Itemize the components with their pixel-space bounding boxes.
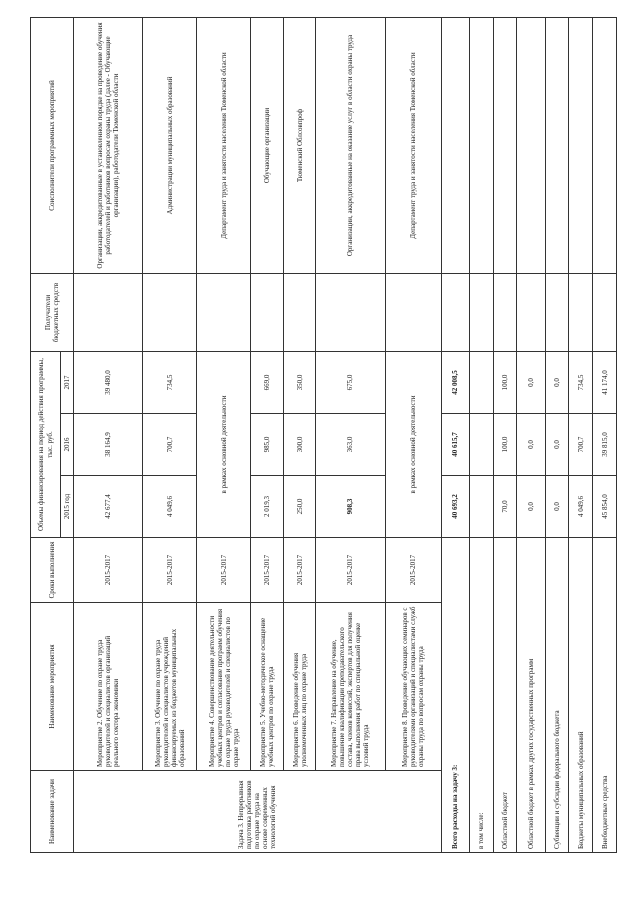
summary-executor (569, 18, 593, 274)
header-executors: Соисполнители программных мероприятий (31, 18, 74, 274)
value-2016: 300,0 (283, 414, 315, 476)
summary-2017: 100,0 (493, 352, 517, 414)
summary-2016: 700,7 (569, 414, 593, 476)
summary-executor (469, 18, 493, 274)
value-2017: 350,0 (283, 352, 315, 414)
event-cell: Мероприятие 6. Проведение обучения уполномоченных лиц по охране труда (283, 603, 315, 771)
summary-row (593, 18, 617, 853)
summary-recipient (593, 274, 617, 352)
value-2017: 734,5 (143, 352, 197, 414)
summary-recipient (569, 274, 593, 352)
summary-2017: 42 008,5 (441, 352, 469, 414)
value-2015: 908,3 (316, 476, 385, 538)
summary-2016: 39 815,0 (593, 414, 617, 476)
financing-table (30, 17, 617, 853)
table-row (74, 18, 143, 853)
recipient-cell (251, 274, 283, 352)
header-recipients: Получатели бюджетных средств (31, 274, 74, 352)
summary-executor (493, 18, 517, 274)
summary-recipient (441, 274, 469, 352)
summary-2017: 41 174,0 (593, 352, 617, 414)
value-2015: 42 677,4 (74, 476, 143, 538)
merged-value-cell: в рамках основной деятельности (197, 352, 251, 538)
value-2017: 39 480,0 (74, 352, 143, 414)
recipient-cell (283, 274, 315, 352)
executor-cell: Тюменский Облсовпроф (283, 18, 315, 274)
summary-2016: 0,0 (517, 414, 545, 476)
table-row (385, 18, 441, 853)
table-row (251, 18, 283, 853)
summary-2016 (469, 414, 493, 476)
recipient-cell (74, 274, 143, 352)
summary-recipient (545, 274, 569, 352)
term-cell: 2015-2017 (283, 538, 315, 603)
event-cell: Мероприятие 4. Совершенствование деятельности учебных центров и согласование программ обучения по охране труда руководителей и специалистов по охране труда (197, 603, 251, 771)
value-2016: 985,0 (251, 414, 283, 476)
summary-executor (517, 18, 545, 274)
summary-label: Внебюджетные средства (593, 538, 617, 853)
executor-cell: Департамент труда и занятости населения Тюменской области (197, 18, 251, 274)
summary-2015 (469, 476, 493, 538)
summary-row (517, 18, 545, 853)
value-2016: 363,0 (316, 414, 385, 476)
summary-executor (545, 18, 569, 274)
summary-recipient (469, 274, 493, 352)
value-2015: 2 019,3 (251, 476, 283, 538)
summary-label: Областной бюджет (493, 538, 517, 853)
summary-2016: 0,0 (545, 414, 569, 476)
term-cell: 2015-2017 (74, 538, 143, 603)
summary-executor (441, 18, 469, 274)
value-2015: 250,0 (283, 476, 315, 538)
summary-2015: 0,0 (545, 476, 569, 538)
recipient-cell (316, 274, 385, 352)
summary-executor (593, 18, 617, 274)
summary-2017: 0,0 (517, 352, 545, 414)
summary-2015: 70,0 (493, 476, 517, 538)
summary-2016: 40 615,7 (441, 414, 469, 476)
executor-cell: Обучающие организации (251, 18, 283, 274)
term-cell: 2015-2017 (316, 538, 385, 603)
executor-cell: Организации, аккредитованные в установленном порядке на проведение обучения работодателей и работников вопросам охраны труда (далее - Обучающие организации), работодатели Тюменской области (74, 18, 143, 274)
task-cell: Задача 3. Непрерывная подготовка работников по охране труда на основе современных технологий обучения (74, 771, 442, 853)
table-row (316, 18, 385, 853)
summary-row (493, 18, 517, 853)
value-2017: 675,0 (316, 352, 385, 414)
summary-2017: 734,5 (569, 352, 593, 414)
summary-2015: 45 854,0 (593, 476, 617, 538)
event-cell: Мероприятие 8. Проведение обучающих семинаров с руководителями организаций и специалистами служб охраны труда по вопросам охраны труда (385, 603, 441, 771)
header-term: Сроки выполнения (31, 538, 74, 603)
value-2017: 669,0 (251, 352, 283, 414)
recipient-cell (197, 274, 251, 352)
summary-2016: 100,0 (493, 414, 517, 476)
header-year-2016: 2016 (61, 414, 74, 476)
summary-2017: 0,0 (545, 352, 569, 414)
summary-recipient (493, 274, 517, 352)
header-year-2017: 2017 (61, 352, 74, 414)
summary-row (469, 18, 493, 853)
event-cell: Мероприятие 7. Направление на обучение, повышение квалификации преподавательского состава, членов комиссий, экспертов для получения права выполнения работ по специальной оценке условий труда (316, 603, 385, 771)
summary-row (441, 18, 469, 853)
header-task: Наименование задачи (31, 771, 74, 853)
executor-cell: Организации, аккредитованные на оказание услуг в области охраны труда (316, 18, 385, 274)
header-event: Наименование мероприятия (31, 603, 74, 771)
table-row (143, 18, 197, 853)
summary-2015: 4 049,6 (569, 476, 593, 538)
summary-label: Всего расходы на задачу 3: (441, 538, 469, 853)
header-financing: Объемы финансирования на период действия программы, тыс. руб. (31, 352, 61, 538)
value-2016: 700,7 (143, 414, 197, 476)
value-2016: 38 164,9 (74, 414, 143, 476)
table-row (283, 18, 315, 853)
summary-2017 (469, 352, 493, 414)
term-cell: 2015-2017 (197, 538, 251, 603)
summary-row (569, 18, 593, 853)
executor-cell: Администрации муниципальных образований (143, 18, 197, 274)
recipient-cell (143, 274, 197, 352)
summary-2015: 40 693,2 (441, 476, 469, 538)
merged-value-cell: в рамках основной деятельности (385, 352, 441, 538)
recipient-cell (385, 274, 441, 352)
event-cell: Мероприятие 2. Обучение по охране труда руководителей и специалистов организаций реального сектора экономики (74, 603, 143, 771)
summary-label: Областной бюджет в рамках других государственных программ (517, 538, 545, 853)
table-row (197, 18, 251, 853)
summary-label: в том числе: (469, 538, 493, 853)
term-cell: 2015-2017 (251, 538, 283, 603)
term-cell: 2015-2017 (143, 538, 197, 603)
value-2015: 4 049,6 (143, 476, 197, 538)
summary-row (545, 18, 569, 853)
event-cell: Мероприятие 3. Обучение по охране труда руководителей и специалистов учреждений финансируемых из бюджетов муниципальных образований (143, 603, 197, 771)
term-cell: 2015-2017 (385, 538, 441, 603)
header-year-2015: 2015 год (61, 476, 74, 538)
summary-recipient (517, 274, 545, 352)
summary-2015: 0,0 (517, 476, 545, 538)
summary-label: Субвенции и субсидии федерального бюджета (545, 538, 569, 853)
event-cell: Мероприятие 5. Учебно-методическое оснащение учебных центров по охране труда (251, 603, 283, 771)
executor-cell: Департамент труда и занятости населения Тюменской области (385, 18, 441, 274)
summary-label: Бюджеты муниципальных образований (569, 538, 593, 853)
